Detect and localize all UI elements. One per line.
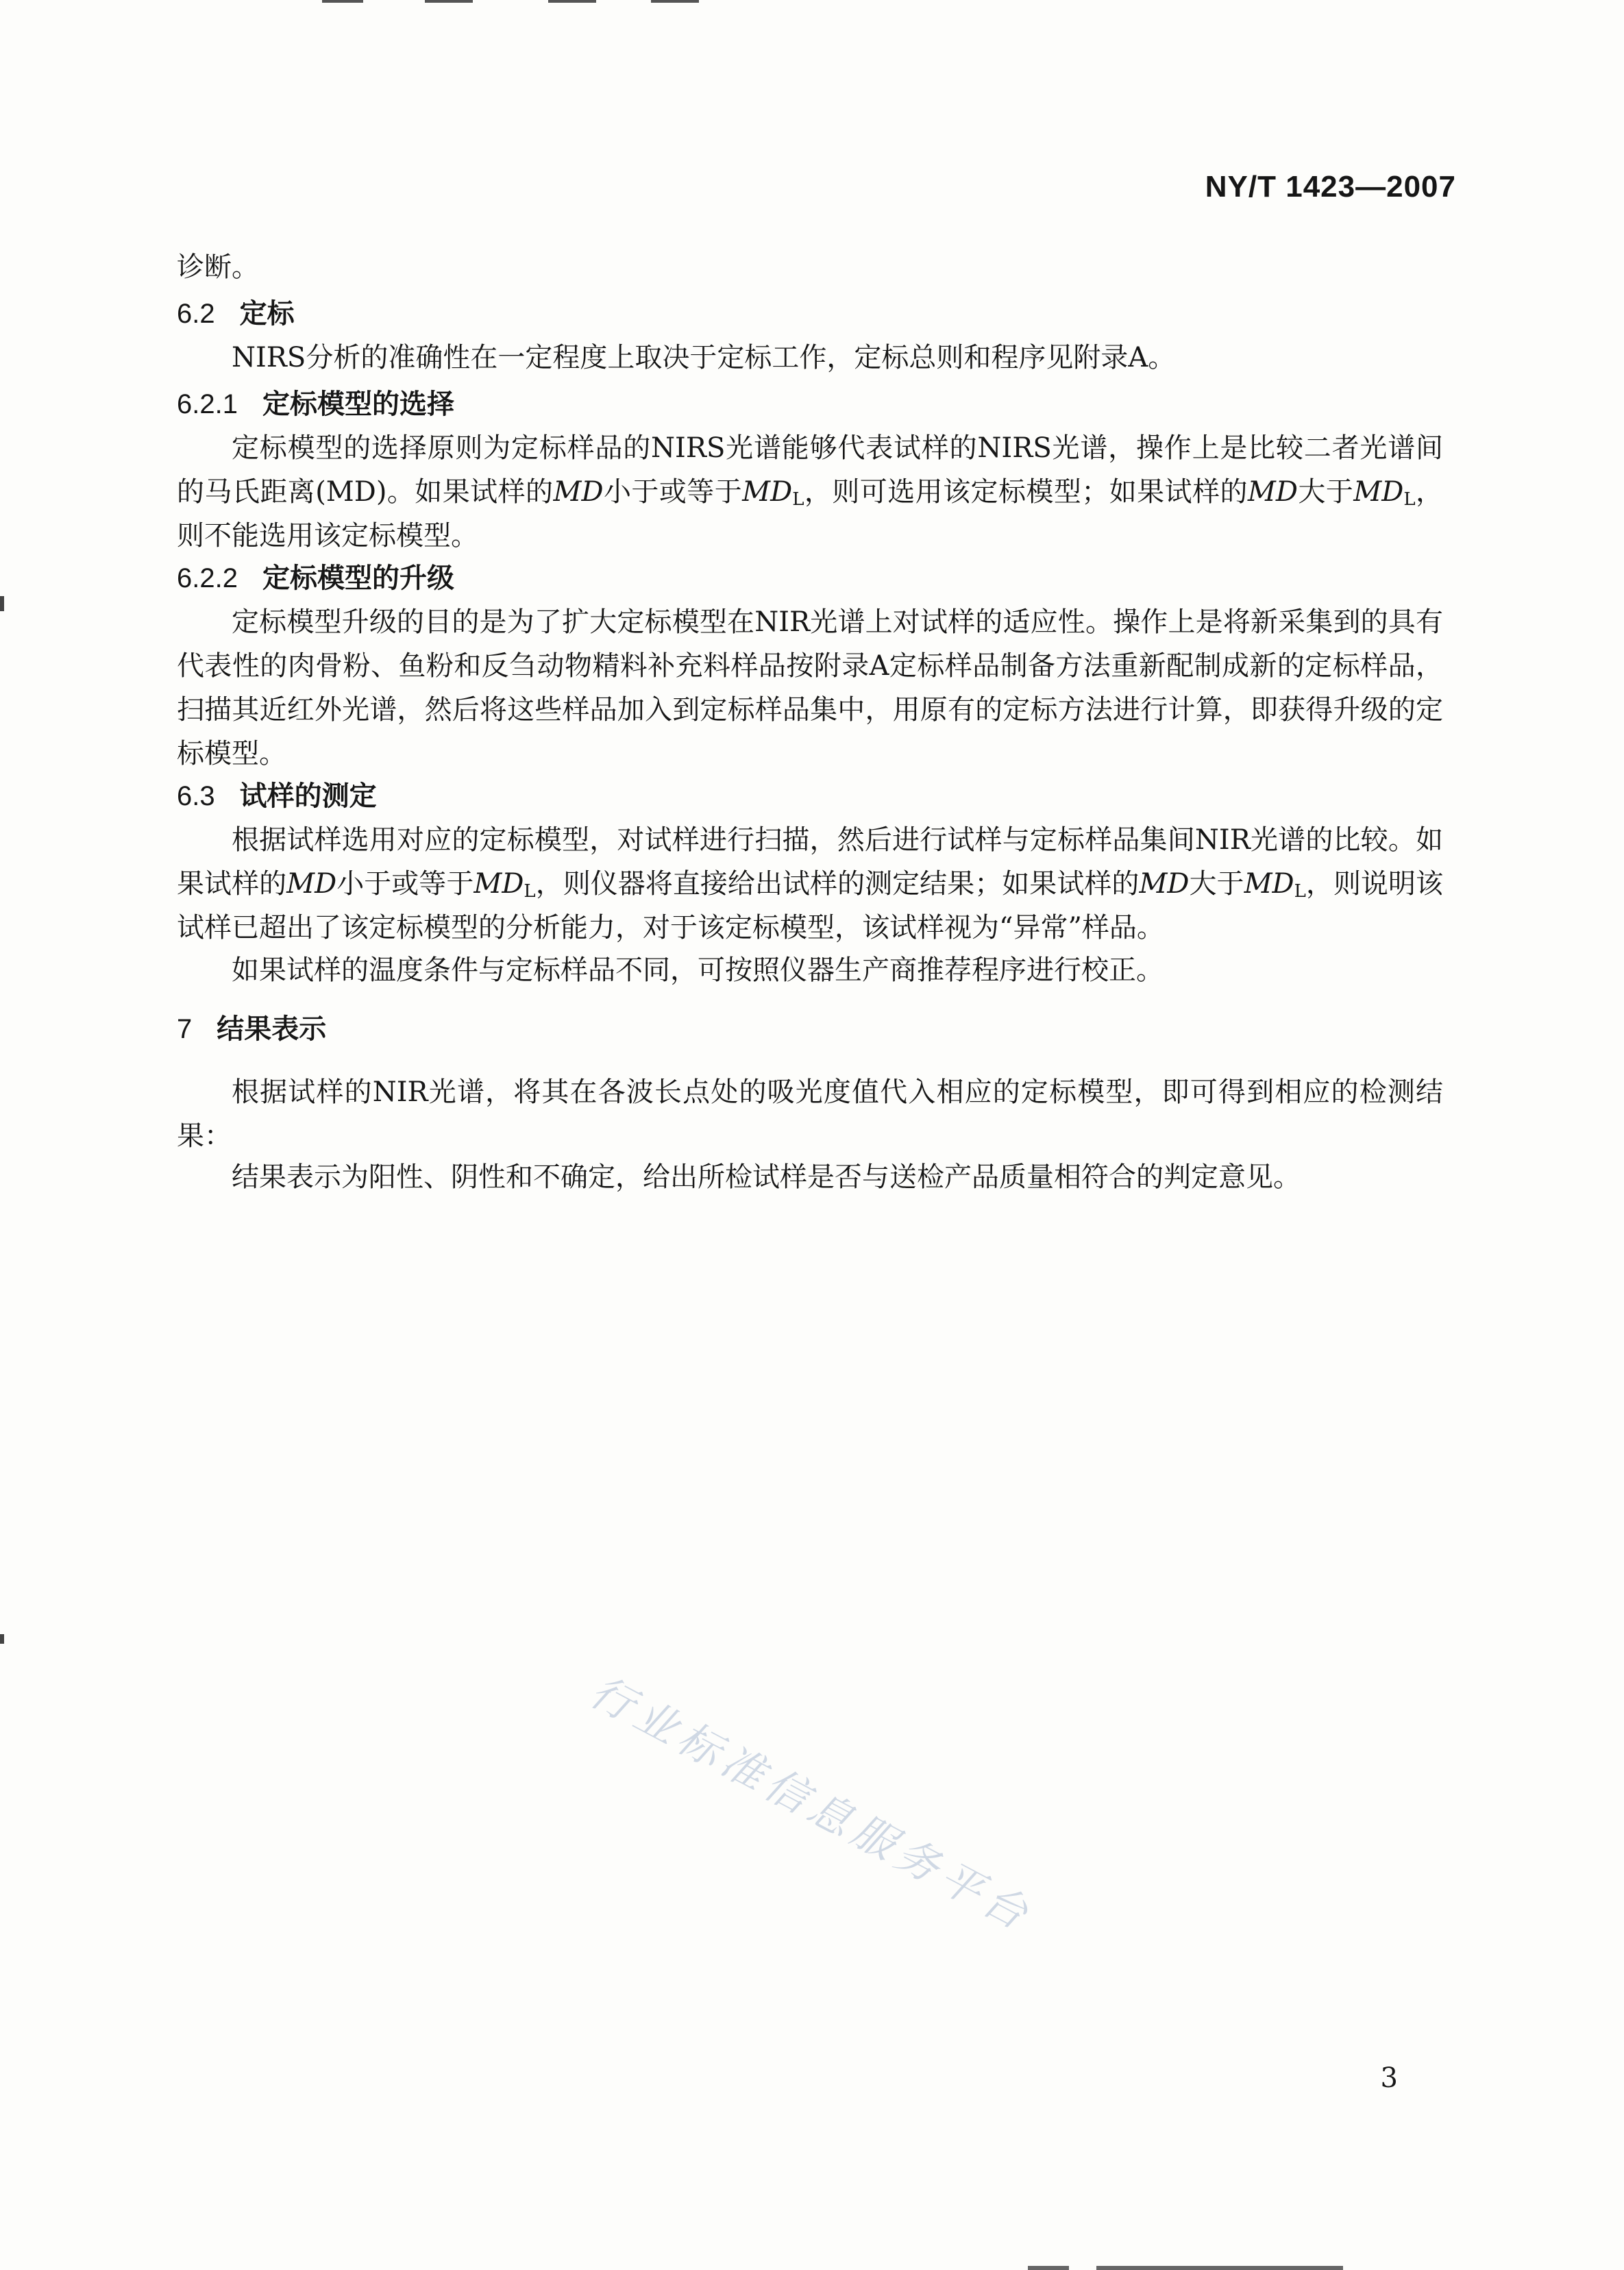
section-heading-6-3 [177, 774, 377, 818]
scan-artifact [1028, 2266, 1069, 2270]
section-title: 定标模型的升级 [262, 563, 454, 594]
scan-artifact [1096, 2266, 1343, 2270]
paragraph-7-b: 结果表示为阳性、阴性和不确定，给出所检试样是否与送检产品质量相符合的判定意见。 [232, 1161, 1301, 1193]
section-title: 试样的测定 [239, 780, 377, 812]
section-number: 6.2.2 [177, 563, 238, 593]
scan-artifact [425, 0, 473, 3]
section-title: 结果表示 [217, 1013, 327, 1045]
section-number: 6.2.1 [177, 389, 238, 419]
scan-artifact [548, 0, 596, 3]
section-title: 定标模型的选择 [262, 388, 454, 420]
standard-code: NY/T 1423—2007 [1205, 170, 1456, 203]
paragraph-6-3-a: 根据试样选用对应的定标模型，对试样进行扫描，然后进行试样与定标样品集间NIR光谱的比较。如果试样的MD小于或等于$MD_L$，则仪器将直接给出试样的测定结果；如果试样的MD大于$MD_L$，则说明该试样已超出了该定标模型的分析能力，对于该定标模型，该试样视为“异常”样品。 [177, 824, 1444, 943]
page-number: 3 [1380, 2062, 1398, 2094]
section-number: 6.2 [177, 299, 215, 329]
scan-artifact [322, 0, 363, 3]
section-heading-6-2-1 [177, 382, 454, 426]
scan-artifact [651, 0, 699, 3]
paragraph-intro: 诊断。 [177, 251, 259, 283]
section-heading-7 [177, 1007, 326, 1051]
section-number: 7 [177, 1014, 193, 1044]
section-heading-6-2-2 [177, 556, 454, 600]
paragraph-6-2-1: 定标模型的选择原则为定标样品的NIRS光谱能够代表试样的NIRS光谱，操作上是比较二者光谱间的马氏距离(MD)。如果试样的MD小于或等于$MD_L$，则可选用该定标模型；如果试样的MD大于$MD_L$，则不能选用该定标模型。 [177, 432, 1444, 552]
section-title: 定标 [239, 298, 295, 330]
watermark: 行业标准信息服务平台 [582, 1666, 1042, 1942]
paragraph-6-2-2: 定标模型升级的目的是为了扩大定标模型在NIR光谱上对试样的适应性。操作上是将新采集到的具有代表性的肉骨粉、鱼粉和反刍动物精料补充料样品按附录A定标样品制备方法重新配制成新的定标样品，扫描其近红外光谱，然后将这些样品加入到定标样品集中，用原有的定标方法进行计算，即获得升级的定标模型。 [177, 606, 1443, 769]
section-number: 6.3 [177, 781, 215, 811]
paragraph-6-3-b: 如果试样的温度条件与定标样品不同，可按照仪器生产商推荐程序进行校正。 [232, 954, 1164, 986]
paragraph-6-2: NIRS分析的准确性在一定程度上取决于定标工作，定标总则和程序见附录A。 [232, 342, 1176, 373]
scan-artifact [0, 596, 4, 611]
section-heading-6-2 [177, 292, 295, 336]
scan-artifact [0, 1634, 4, 1644]
paragraph-7-a: 根据试样的NIR光谱，将其在各波长点处的吸光度值代入相应的定标模型，即可得到相应的检测结果： [177, 1076, 1443, 1152]
